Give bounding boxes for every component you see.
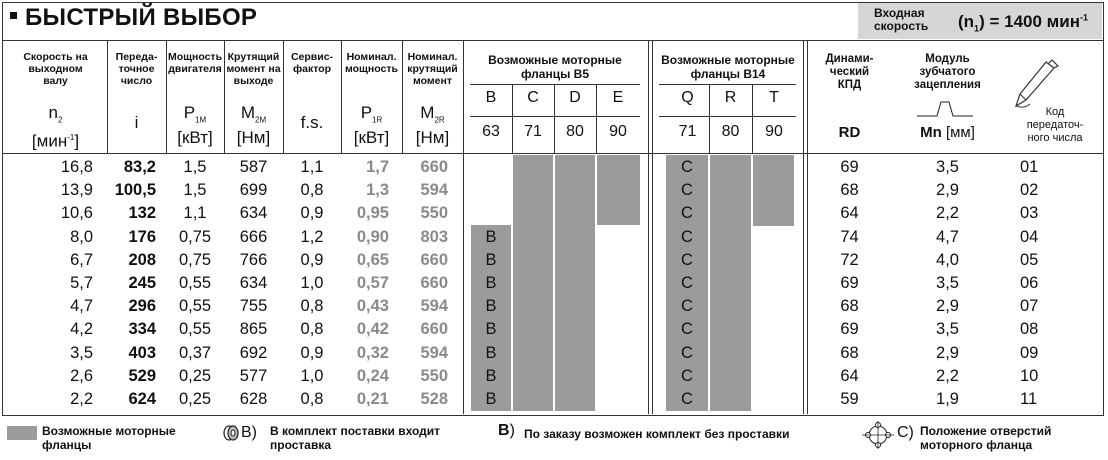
output-speed-cell: 2,2	[70, 390, 93, 408]
header-ratio-code: Код передаточ- ного числа	[1026, 106, 1084, 144]
rated-power-cell: 1,7	[366, 158, 389, 176]
output-torque-cell: 755	[239, 297, 268, 316]
b5-flange-cell	[471, 156, 511, 178]
header-output-torque: Крутящий момент на выходе	[226, 51, 281, 87]
rated-power-cell: 0,21	[356, 390, 389, 408]
service-factor-cell: 1,2	[300, 227, 324, 246]
ratio-code-cell: 10	[1020, 366, 1039, 385]
module-cell: 2,9	[936, 297, 959, 316]
ratio-code-cell: 08	[1020, 320, 1039, 339]
output-torque-cell: 766	[239, 250, 268, 269]
flange-b5-letter: C	[527, 89, 539, 106]
efficiency-cell: 69	[840, 320, 859, 339]
rated-power-cell: 0,43	[356, 297, 389, 316]
service-factor-cell: 0,8	[300, 320, 324, 339]
efficiency-cell: 69	[840, 158, 859, 176]
motor-power-cell: 0,75	[178, 250, 212, 269]
flange-holes-icon	[860, 420, 896, 450]
header-motor-power: Мощность двигателя	[167, 51, 223, 75]
legend-flanges-text: Возможные моторные фланцы	[42, 424, 176, 452]
motor-power-cell: 0,37	[178, 343, 212, 362]
gear-tooth-icon	[915, 96, 975, 122]
output-torque-cell: 666	[239, 227, 268, 246]
b5-flange-cell: B	[485, 390, 497, 408]
output-speed-cell: 13,9	[60, 181, 93, 200]
rated-torque-cell: 660	[420, 274, 448, 292]
legend-b-included: В комплект поставки входит проставка	[270, 424, 441, 452]
motor-power-cell: 0,55	[178, 320, 212, 339]
motor-power-cell: 0,55	[178, 274, 212, 292]
flange-b14-letter: T	[769, 89, 779, 106]
rated-torque-cell: 660	[420, 250, 448, 269]
motor-power-cell: 0,55	[178, 297, 212, 316]
output-torque-cell: 634	[239, 204, 268, 223]
b14-flange-cell: C	[681, 227, 693, 246]
legend-c-text: Положение отверстий моторного фланца	[920, 424, 1052, 452]
ratio-cell: 245	[128, 274, 156, 292]
ratio-code-cell: 09	[1020, 343, 1039, 362]
b14-flange-cell: C	[681, 158, 693, 176]
flange-b5-size: 90	[609, 123, 627, 140]
ratio-cell: 624	[128, 390, 156, 408]
output-speed-cell: 5,7	[70, 274, 93, 292]
b5-flange-cell: B	[485, 227, 497, 246]
output-speed-cell: 16,8	[60, 158, 93, 176]
flange-b5-size: 71	[524, 123, 542, 140]
pencil-icon	[1008, 56, 1064, 112]
output-speed-cell: 4,7	[70, 297, 93, 316]
b5-flange-cell: B	[485, 320, 497, 339]
ratio-code-cell: 01	[1020, 158, 1039, 176]
service-factor-cell: 0,9	[300, 250, 324, 269]
module-cell: 2,9	[936, 343, 959, 362]
motor-power-cell: 1,5	[183, 158, 207, 176]
flange-b5-letter: E	[612, 89, 624, 106]
input-speed-value: $(n_1) = 1400$ мин$^{-1}$	[958, 12, 1088, 34]
header-b5-flanges: Возможные моторные фланцы B5	[488, 53, 622, 81]
header-motor-power-symbol: $P_{1M}$ [кВт]	[177, 103, 213, 148]
module-cell: 2,2	[936, 204, 959, 223]
header-rated-torque-symbol: $M_{2R}$ [Нм]	[415, 103, 450, 148]
ratio-cell: 403	[128, 343, 156, 362]
module-cell: 3,5	[936, 274, 959, 292]
header-ratio-symbol: i	[134, 113, 139, 132]
ratio-cell: 176	[128, 227, 156, 246]
output-torque-cell: 692	[239, 343, 268, 362]
rated-torque-cell: 528	[420, 390, 448, 408]
legend-b-order-text: По заказу возможен комплект без проставки	[524, 427, 790, 441]
output-torque-cell: 634	[239, 274, 268, 292]
service-factor-cell: 0,9	[300, 343, 324, 362]
rated-power-cell: 0,32	[356, 343, 389, 362]
header-gear-module: Модуль зубчатого зацепления	[914, 53, 981, 91]
header-bottom-rule	[3, 153, 1103, 154]
motor-power-cell: 0,25	[178, 390, 212, 408]
header-rated-power-symbol: $P_{1R}$ [кВт]	[353, 103, 390, 148]
header-rated-torque: Номинал. крутящий момент	[407, 51, 458, 87]
header-service-factor: Сервис- фактор	[290, 51, 334, 75]
ratio-cell: 132	[128, 204, 156, 223]
flange-b14-letter: Q	[681, 89, 694, 106]
header-dynamic-efficiency: Динами- ческий КПД	[825, 53, 874, 91]
ratio-cell: 208	[128, 250, 156, 269]
module-cell: 4,0	[936, 250, 959, 269]
rated-torque-cell: 594	[420, 181, 448, 200]
spacer-ring-icon	[222, 424, 240, 442]
header-ratio: Переда- точное число	[115, 51, 158, 87]
service-factor-cell: 0,8	[300, 297, 324, 316]
rated-power-cell: 0,42	[356, 320, 389, 339]
efficiency-cell: 69	[840, 274, 859, 292]
b14-flange-cell: C	[681, 343, 693, 362]
motor-power-cell: 0,25	[178, 366, 212, 385]
page-title: БЫСТРЫЙ ВЫБОР	[10, 4, 257, 32]
legend-c-marker: C)	[897, 424, 914, 441]
b5-flange-cell: B	[485, 250, 497, 269]
service-factor-cell: 0,8	[300, 181, 324, 200]
output-speed-cell: 10,6	[60, 204, 93, 223]
efficiency-cell: 64	[840, 366, 859, 385]
efficiency-cell: 72	[840, 250, 859, 269]
ratio-cell: 296	[128, 297, 156, 316]
output-torque-cell: 699	[239, 181, 268, 200]
b14-flange-cell: C	[681, 320, 693, 339]
output-speed-cell: 6,7	[70, 250, 93, 269]
legend-b-order-marker: B)	[498, 422, 515, 439]
service-factor-cell: 0,9	[300, 204, 324, 223]
module-cell: 3,5	[936, 320, 959, 339]
ratio-code-cell: 02	[1020, 181, 1039, 200]
efficiency-cell: 68	[840, 343, 859, 362]
rated-power-cell: 0,95	[356, 204, 389, 223]
service-factor-cell: 0,8	[300, 390, 324, 408]
input-speed-box	[858, 3, 1102, 39]
b5-flange-cell	[471, 179, 511, 201]
rated-torque-cell: 594	[420, 297, 448, 316]
efficiency-cell: 68	[840, 297, 859, 316]
ratio-code-cell: 11	[1020, 390, 1038, 408]
header-output-torque-symbol: $M_{2M}$ [Нм]	[236, 103, 271, 148]
b5-flange-cell: B	[485, 274, 497, 292]
module-cell: 2,2	[936, 366, 959, 385]
efficiency-cell: 68	[840, 181, 859, 200]
ratio-code-cell: 05	[1020, 250, 1039, 269]
legend-b-marker: B)	[241, 424, 257, 441]
b14-flange-cell: C	[681, 274, 693, 292]
flange-b14-size: 71	[678, 123, 697, 140]
flange-b14-size: 90	[765, 123, 783, 140]
flange-b14-size: 80	[721, 123, 740, 140]
rated-torque-cell: 550	[420, 204, 448, 223]
service-factor-cell: 1,0	[300, 274, 324, 292]
legend-flange-swatch	[7, 426, 37, 440]
flange-b5-size: 80	[566, 123, 584, 140]
module-cell: 2,9	[936, 181, 959, 200]
header-n2: Скорость на выходном валу	[23, 51, 88, 87]
input-speed-label: Входная скорость	[874, 6, 929, 33]
flange-availability-fill	[753, 155, 794, 226]
rated-power-cell: 0,90	[356, 227, 389, 246]
output-speed-cell: 3,5	[70, 343, 93, 362]
efficiency-cell: 59	[840, 390, 859, 408]
b14-flange-cell: C	[681, 250, 693, 269]
header-rd-symbol: RD	[838, 124, 861, 141]
b5-flange-cell: B	[485, 366, 497, 385]
rated-torque-cell: 803	[420, 227, 448, 246]
module-cell: 4,7	[936, 227, 959, 246]
header-service-factor-symbol: f.s.	[300, 113, 324, 132]
ratio-code-cell: 03	[1020, 204, 1039, 223]
rated-power-cell: 0,65	[356, 250, 389, 269]
output-speed-cell: 2,6	[70, 366, 93, 385]
flange-b14-letter: R	[724, 89, 737, 106]
output-torque-cell: 577	[239, 366, 268, 385]
module-cell: 1,9	[936, 390, 959, 408]
efficiency-cell: 74	[840, 227, 859, 246]
rated-power-cell: 0,24	[356, 366, 389, 385]
service-factor-cell: 1,1	[300, 158, 324, 176]
header-n2-symbol: $n_2$ [мин$^{-1}$]	[31, 103, 80, 152]
header-top-rule	[3, 40, 1103, 41]
motor-power-cell: 1,5	[183, 181, 207, 200]
ratio-cell: 334	[128, 320, 156, 339]
b5-flange-cell: B	[485, 297, 497, 316]
bullet-square-icon	[10, 12, 17, 19]
flange-availability-fill	[710, 155, 751, 411]
b5-flange-cell: B	[485, 343, 497, 362]
efficiency-cell: 64	[840, 204, 859, 223]
flange-b5-size: 63	[482, 123, 500, 140]
b14-flange-cell: C	[681, 181, 693, 200]
rated-power-cell: 1,3	[366, 181, 389, 200]
motor-power-cell: 1,1	[183, 204, 207, 223]
flange-b5-letter: B	[485, 89, 497, 106]
header-mn-symbol: Mn [мм]	[920, 124, 975, 141]
rated-torque-cell: 550	[420, 366, 448, 385]
motor-power-cell: 0,75	[178, 227, 212, 246]
b14-flange-cell: C	[681, 366, 693, 385]
ratio-code-cell: 06	[1020, 274, 1039, 292]
header-b14-flanges: Возможные моторные фланцы B14	[661, 53, 795, 81]
flange-availability-fill	[513, 155, 553, 411]
b5-flange-cell	[471, 202, 511, 224]
b14-flange-cell: C	[681, 297, 693, 316]
ratio-cell: 529	[128, 366, 156, 385]
ratio-code-cell: 04	[1020, 227, 1039, 246]
service-factor-cell: 1,0	[300, 366, 324, 385]
output-torque-cell: 865	[239, 320, 268, 339]
rated-torque-cell: 660	[420, 320, 448, 339]
rated-torque-cell: 594	[420, 343, 448, 362]
b14-flange-cell: C	[681, 204, 693, 223]
flange-b5-letter: D	[569, 89, 581, 106]
flange-availability-fill	[555, 155, 595, 411]
output-speed-cell: 4,2	[70, 320, 93, 339]
rated-power-cell: 0,57	[356, 274, 389, 292]
ratio-code-cell: 07	[1020, 297, 1039, 316]
module-cell: 3,5	[936, 158, 959, 176]
rated-torque-cell: 660	[420, 158, 448, 176]
output-torque-cell: 587	[239, 158, 268, 176]
flange-availability-fill	[597, 155, 640, 225]
ratio-cell: 100,5	[114, 181, 156, 200]
header-rated-power: Номинал. мощность	[345, 51, 398, 75]
ratio-cell: 83,2	[123, 158, 156, 176]
output-torque-cell: 628	[239, 390, 268, 408]
output-speed-cell: 8,0	[70, 227, 93, 246]
b14-flange-cell: C	[681, 390, 693, 408]
